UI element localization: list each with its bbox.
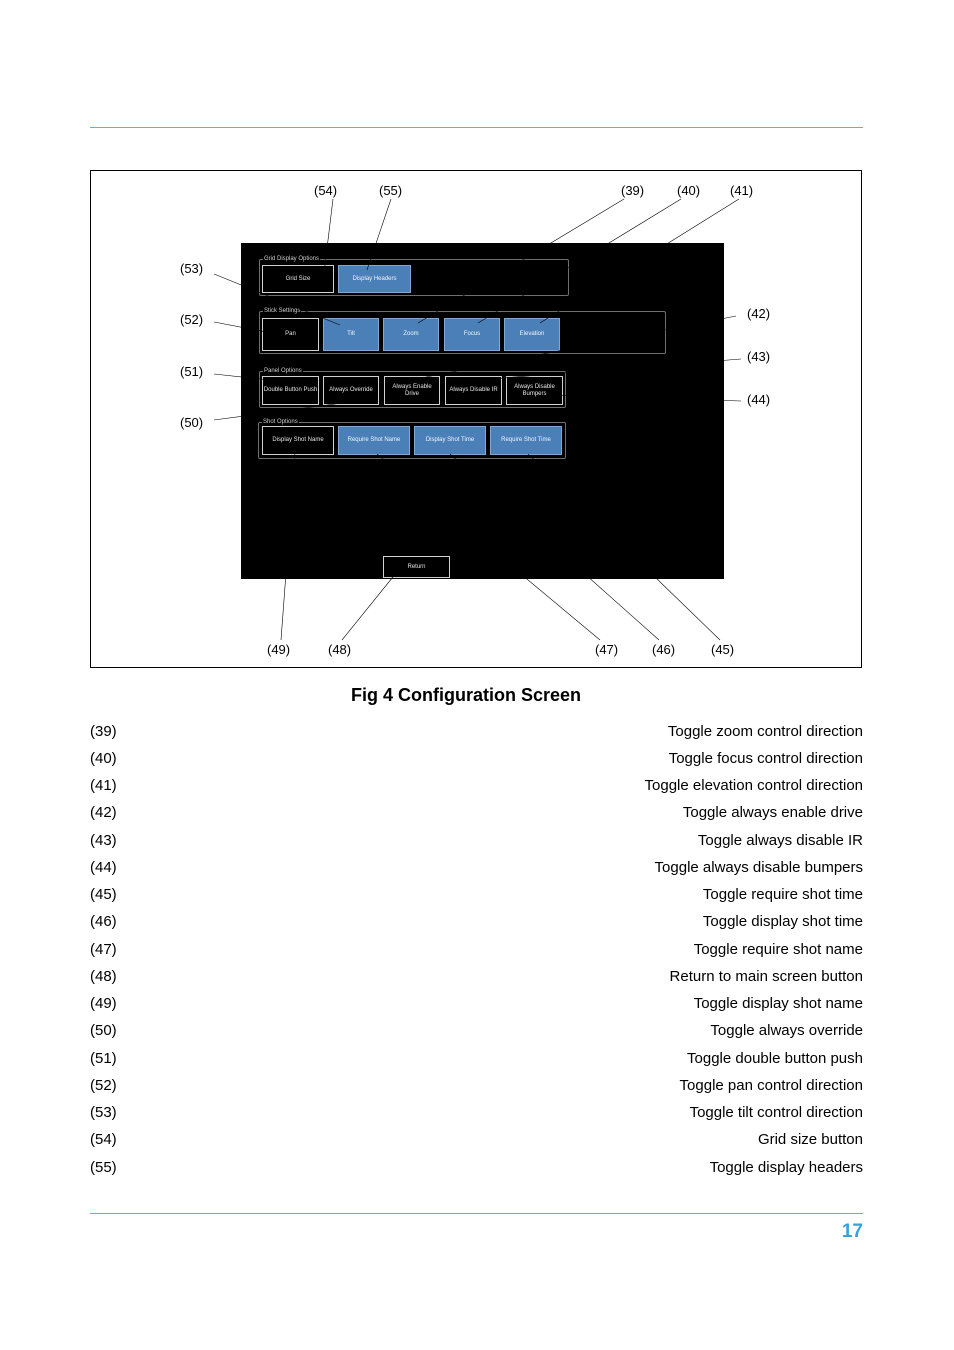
legend-number: (50)	[90, 1022, 117, 1039]
configuration-screen	[241, 243, 724, 579]
callout-49: (49)	[267, 642, 291, 657]
legend-description: Toggle require shot time	[702, 886, 863, 903]
require-shot-time-button[interactable]: Require Shot Time	[490, 426, 562, 455]
legend-row	[90, 749, 863, 769]
callout-39: (39)	[621, 183, 645, 198]
legend-number: (54)	[90, 1131, 117, 1148]
callout-43: (43)	[747, 349, 771, 364]
legend-number: (41)	[90, 777, 117, 794]
legend-row	[90, 858, 863, 878]
legend-row	[90, 1049, 863, 1069]
legend-number: (53)	[90, 1104, 117, 1121]
callout-45: (45)	[711, 642, 735, 657]
zoom-button[interactable]: Zoom	[383, 318, 439, 351]
legend-number: (46)	[90, 913, 117, 930]
callout-50: (50)	[180, 415, 204, 430]
callout-46: (46)	[652, 642, 676, 657]
page-number: 17	[841, 1221, 863, 1242]
legend-row	[90, 831, 863, 851]
group-label: Stick Settings	[264, 308, 301, 314]
legend-description: Toggle always enable drive	[682, 804, 863, 821]
legend-row	[90, 1021, 863, 1041]
always-disable-ir-button[interactable]: Always Disable IR	[445, 376, 502, 405]
legend-description: Toggle display shot time	[702, 913, 863, 930]
require-shot-name-button[interactable]: Require Shot Name	[338, 426, 410, 455]
legend-description: Toggle double button push	[687, 1050, 863, 1067]
legend-number: (51)	[90, 1050, 117, 1067]
callout-52: (52)	[180, 312, 204, 327]
legend-number: (42)	[90, 804, 117, 821]
legend-number: (52)	[90, 1077, 117, 1094]
double-button-push-button[interactable]: Double Button Push	[262, 376, 319, 405]
legend-number: (47)	[90, 941, 117, 958]
legend-description: Return to main screen button	[669, 968, 863, 985]
legend-description: Toggle always disable bumpers	[654, 859, 863, 876]
legend-row	[90, 803, 863, 823]
legend-row	[90, 940, 863, 960]
legend-row	[90, 1158, 863, 1178]
legend-description: Toggle display shot name	[693, 995, 863, 1012]
legend-row	[90, 1130, 863, 1150]
legend-description: Toggle elevation control direction	[644, 777, 863, 794]
callout-44: (44)	[747, 392, 771, 407]
focus-button[interactable]: Focus	[444, 318, 500, 351]
group-label: Panel Options	[264, 368, 302, 374]
always-enable-drive-button[interactable]: Always Enable Drive	[384, 376, 440, 405]
callout-51: (51)	[180, 364, 204, 379]
grid-size-button[interactable]: Grid Size	[262, 265, 334, 293]
callout-42: (42)	[747, 306, 771, 321]
callout-54: (54)	[314, 183, 338, 198]
group-label: Grid Display Options	[264, 256, 320, 262]
legend-number: (55)	[90, 1159, 117, 1176]
legend-row	[90, 967, 863, 987]
pan-button[interactable]: Pan	[262, 318, 319, 351]
legend-number: (39)	[90, 723, 117, 740]
legend-description: Toggle zoom control direction	[667, 723, 863, 740]
legend-description: Toggle always disable IR	[697, 832, 863, 849]
top-rule	[90, 127, 863, 128]
always-override-button[interactable]: Always Override	[323, 376, 379, 405]
legend-description: Toggle always override	[710, 1022, 863, 1039]
callout-40: (40)	[677, 183, 701, 198]
legend-number: (45)	[90, 886, 117, 903]
callout-41: (41)	[730, 183, 754, 198]
callout-55: (55)	[379, 183, 403, 198]
return-button[interactable]: Return	[383, 556, 450, 578]
legend-description: Toggle pan control direction	[679, 1077, 863, 1094]
legend-description: Toggle display headers	[709, 1159, 863, 1176]
legend-description: Grid size button	[757, 1131, 863, 1148]
figure-caption: Fig 4 Configuration Screen	[351, 685, 582, 705]
legend-description: Toggle require shot name	[693, 941, 863, 958]
callout-47: (47)	[595, 642, 619, 657]
display-shot-time-button[interactable]: Display Shot Time	[414, 426, 486, 455]
legend-row	[90, 722, 863, 742]
legend-row	[90, 1103, 863, 1123]
callout-53: (53)	[180, 261, 204, 276]
legend-description: Toggle tilt control direction	[689, 1104, 863, 1121]
display-headers-button[interactable]: Display Headers	[338, 265, 411, 293]
group-label: Shot Options	[263, 419, 298, 425]
display-shot-name-button[interactable]: Display Shot Name	[262, 426, 334, 455]
legend-number: (43)	[90, 832, 117, 849]
legend-number: (49)	[90, 995, 117, 1012]
callout-48: (48)	[328, 642, 352, 657]
elevation-button[interactable]: Elevation	[504, 318, 560, 351]
legend-number: (48)	[90, 968, 117, 985]
always-disable-bumpers-button[interactable]: Always Disable Bumpers	[506, 376, 563, 405]
bottom-rule	[90, 1213, 863, 1214]
legend-row	[90, 994, 863, 1014]
legend-number: (44)	[90, 859, 117, 876]
legend-row	[90, 1076, 863, 1096]
legend-description: Toggle focus control direction	[668, 750, 863, 767]
legend-row	[90, 885, 863, 905]
legend-number: (40)	[90, 750, 117, 767]
legend-row	[90, 912, 863, 932]
legend-row	[90, 776, 863, 796]
tilt-button[interactable]: Tilt	[323, 318, 379, 351]
